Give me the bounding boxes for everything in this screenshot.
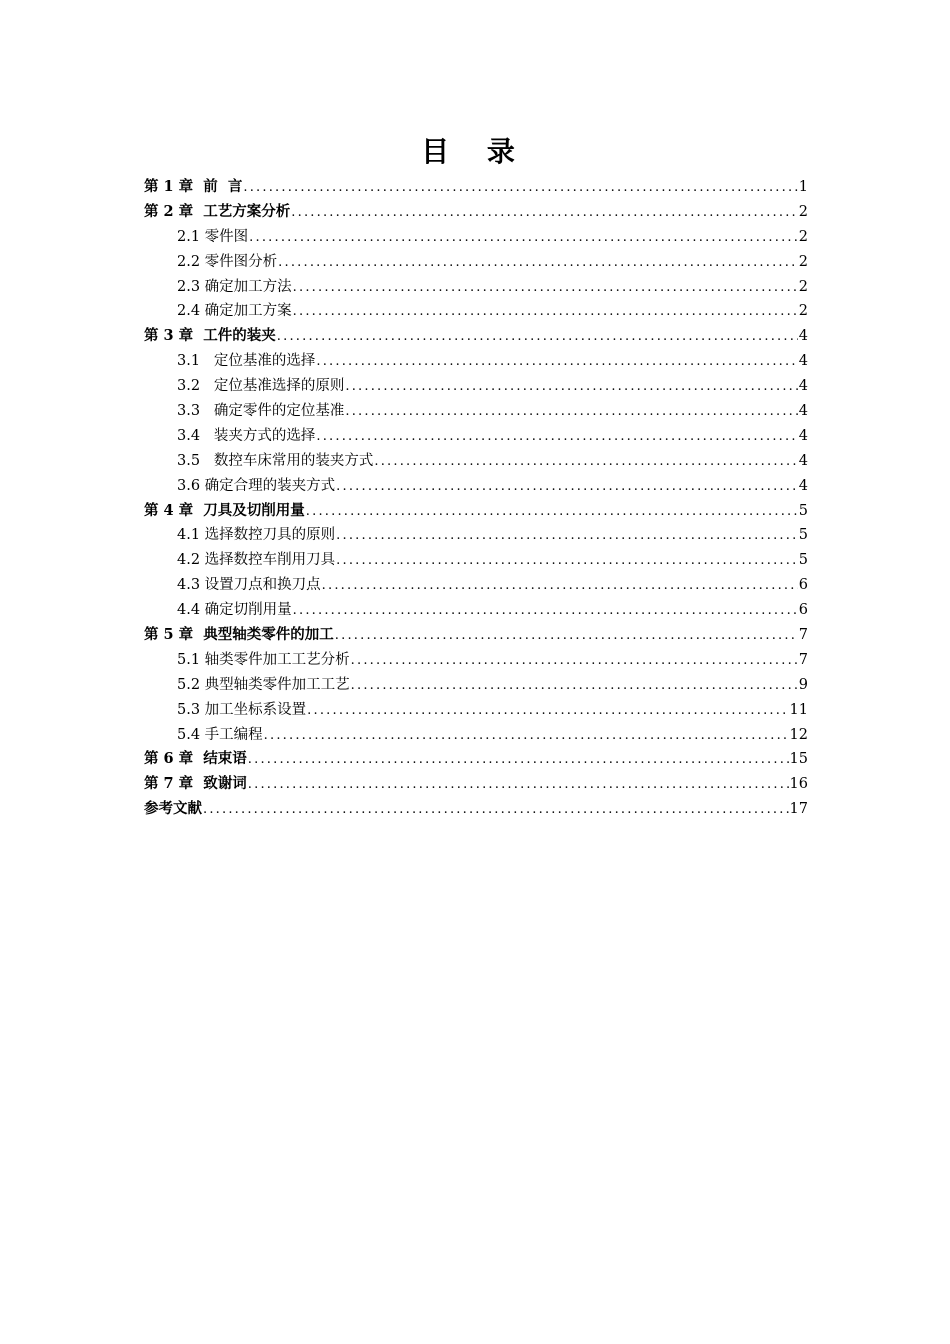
toc-page-number: 17 [789,801,808,818]
toc-entry-title: 第 7 章 致谢词 [144,775,247,793]
toc-entry-title: 3.3 确定零件的定位基准 [177,403,345,420]
toc-page-number: 15 [789,751,808,768]
toc-page-number: 1 [798,179,808,195]
toc-dot-leader [336,475,798,500]
toc-dot-leader [345,400,797,425]
toc-entry-title: 第 4 章 刀具及切削用量 [144,501,305,519]
toc-dot-leader [322,574,798,599]
toc-entry-title: 第 5 章 典型轴类零件的加工 [144,626,334,644]
toc-page-number: 6 [798,577,808,594]
toc-page-number: 4 [798,452,808,469]
toc-dot-leader [248,773,789,798]
toc-chapter-entry[interactable] [144,623,808,648]
toc-dot-leader [351,674,798,699]
toc-page-number: 2 [798,203,808,220]
page-title: 目 录 [421,135,529,168]
toc-page-number: 2 [798,303,808,320]
toc-section-entry[interactable] [144,598,808,623]
toc-dot-leader [264,724,789,749]
toc-section-entry[interactable] [144,424,808,449]
toc-dot-leader [293,300,798,325]
toc-entry-title: 3.6 确定合理的装夹方式 [177,477,336,494]
toc-entry-title: 5.3 加工坐标系设置 [177,701,307,718]
toc-dot-leader [335,624,798,649]
toc-page-number: 2 [798,228,808,245]
toc-entry-title: 4.4 确定切削用量 [177,602,292,619]
toc-entry-title: 3.4 装夹方式的选择 [177,427,316,444]
toc-dot-leader [306,500,798,525]
toc-page-number: 5 [798,502,808,519]
toc-entry-title: 5.2 典型轴类零件加工工艺 [177,676,350,693]
toc-dot-leader [248,748,789,773]
toc-dot-leader [351,649,798,674]
toc-dot-leader [249,226,798,251]
toc-dot-leader [277,325,798,350]
toc-entry-title: 5.1 轴类零件加工工艺分析 [177,651,350,668]
toc-page-number: 4 [798,403,808,420]
toc-page-number: 5 [798,552,808,569]
toc-page-number: 2 [798,278,808,295]
toc-entry-title: 2.1 零件图 [177,228,249,245]
toc-dot-leader [278,251,798,276]
toc-chapter-entry[interactable] [144,324,808,349]
toc-entry-title: 第 3 章 工件的装夹 [144,327,276,345]
toc-dot-leader [203,798,789,823]
toc-section-entry[interactable] [144,673,808,698]
toc-page-number: 2 [798,253,808,270]
toc-section-entry[interactable] [144,548,808,573]
toc-page-number: 11 [789,701,808,718]
toc-page-number: 7 [798,651,808,668]
toc-entry-title: 2.3 确定加工方法 [177,278,292,295]
toc-page-number: 4 [798,477,808,494]
toc-entry-title: 参考文献 [144,800,202,818]
toc-dot-leader [316,425,797,450]
toc-page-number: 4 [798,328,808,345]
toc-section-entry[interactable] [144,299,808,324]
toc-page-number: 12 [789,726,808,743]
toc-dot-leader [293,599,798,624]
toc-entry-title: 第 6 章 结束语 [144,750,247,768]
toc-chapter-entry[interactable] [144,499,808,524]
toc-chapter-entry[interactable] [144,175,808,200]
toc-section-entry[interactable] [144,250,808,275]
toc-dot-leader [316,350,797,375]
toc-dot-leader [291,201,797,226]
toc-section-entry[interactable] [144,349,808,374]
toc-section-entry[interactable] [144,474,808,499]
toc-page-number: 16 [789,776,808,793]
toc-dot-leader [336,524,798,549]
toc-section-entry[interactable] [144,523,808,548]
toc-entry-title: 2.2 零件图分析 [177,253,278,270]
toc-dot-leader [345,375,797,400]
toc-section-entry[interactable] [144,399,808,424]
toc-chapter-entry[interactable] [144,772,808,797]
toc-page-number: 4 [798,378,808,395]
toc-page-number: 4 [798,427,808,444]
table-of-contents [144,175,808,822]
toc-section-entry[interactable] [144,723,808,748]
toc-chapter-entry[interactable] [144,200,808,225]
toc-section-entry[interactable] [144,648,808,673]
toc-dot-leader [243,176,797,201]
toc-entry-title: 3.2 定位基准选择的原则 [177,378,345,395]
toc-entry-title: 2.4 确定加工方案 [177,303,292,320]
toc-section-entry[interactable] [144,449,808,474]
toc-page-number: 7 [798,627,808,644]
toc-section-entry[interactable] [144,374,808,399]
toc-dot-leader [374,450,797,475]
toc-entry-title: 4.3 设置刀点和换刀点 [177,577,321,594]
toc-page-number: 4 [798,353,808,370]
toc-section-entry[interactable] [144,573,808,598]
toc-entry-title: 第 1 章 前 言 [144,178,243,195]
toc-dot-leader [307,699,788,724]
toc-section-entry[interactable] [144,698,808,723]
toc-page-number: 6 [798,602,808,619]
toc-entry-title: 4.1 选择数控刀具的原则 [177,527,336,544]
toc-dot-leader [336,549,798,574]
toc-chapter-entry[interactable] [144,797,808,822]
toc-chapter-entry[interactable] [144,747,808,772]
toc-dot-leader [293,276,798,301]
toc-entry-title: 4.2 选择数控车削用刀具 [177,552,336,569]
toc-entry-title: 5.4 手工编程 [177,726,263,743]
toc-page-number: 9 [798,676,808,693]
toc-page-number: 5 [798,527,808,544]
toc-section-entry[interactable] [144,225,808,250]
toc-entry-title: 第 2 章 工艺方案分析 [144,202,291,220]
toc-section-entry[interactable] [144,275,808,300]
toc-entry-title: 3.1 定位基准的选择 [177,353,316,370]
toc-entry-title: 3.5 数控车床常用的装夹方式 [177,452,374,469]
